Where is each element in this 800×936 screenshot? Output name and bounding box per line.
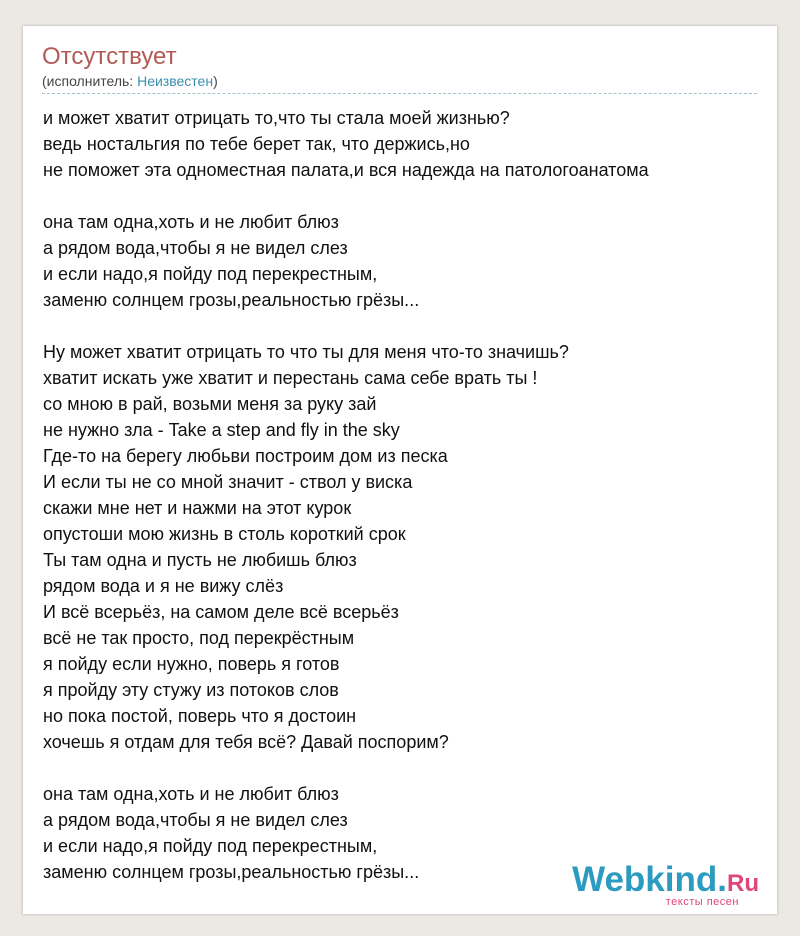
site-logo[interactable] <box>572 860 759 908</box>
lyrics-line: она там одна,хоть и не любит блюз <box>43 212 339 232</box>
artist-line <box>42 72 218 90</box>
lyrics-text <box>43 105 763 885</box>
lyrics-line: И всё всерьёз, на самом деле всё всерьёз <box>43 602 399 622</box>
logo-dot: . <box>717 860 727 899</box>
song-title: Отсутствует <box>42 43 177 70</box>
artist-suffix: ) <box>213 73 218 89</box>
lyrics-line: не поможет эта одноместная палата,и вся надежда на патологоанатома <box>43 160 649 180</box>
lyrics-line: со мною в рай, возьми меня за руку зай <box>43 394 377 414</box>
lyrics-line: и если надо,я пойду под перекрестным, <box>43 264 378 284</box>
logo-tagline: тексты песен <box>665 896 739 908</box>
artist-link[interactable]: Неизвестен <box>137 73 214 89</box>
logo-main-text: Webkind <box>572 860 718 899</box>
lyrics-line: и если надо,я пойду под перекрестным, <box>43 836 378 856</box>
lyrics-line: не нужно зла - Take a step and fly in the sky <box>43 420 400 440</box>
lyrics-line: хочешь я отдам для тебя всё? Давай поспорим? <box>43 732 449 752</box>
lyrics-line: я пройду эту стужу из потоков слов <box>43 680 339 700</box>
lyrics-line: и может хватит отрицать то,что ты стала моей жизнью? <box>43 108 510 128</box>
artist-prefix: (исполнитель: <box>42 73 138 89</box>
lyrics-line: а рядом вода,чтобы я не видел слез <box>43 810 348 830</box>
lyrics-line: скажи мне нет и нажми на этот курок <box>43 498 352 518</box>
lyrics-line: Ты там одна и пусть не любишь блюз <box>43 550 357 570</box>
lyrics-line: а рядом вода,чтобы я не видел слез <box>43 238 348 258</box>
lyrics-blank-line <box>43 183 763 209</box>
lyrics-line: Ну может хватит отрицать то что ты для меня что-то значишь? <box>43 342 569 362</box>
lyrics-line: Где-то на берегу любьви построим дом из песка <box>43 446 448 466</box>
lyrics-line: хватит искать уже хватит и перестань сама себе врать ты ! <box>43 368 538 388</box>
divider <box>42 93 757 94</box>
lyrics-line: заменю солнцем грозы,реальностью грёзы... <box>43 862 420 882</box>
lyrics-blank-line <box>43 755 763 781</box>
lyrics-line: И если ты не со мной значит - ствол у виска <box>43 472 413 492</box>
lyrics-line: опустоши мою жизнь в столь короткий срок <box>43 524 406 544</box>
lyrics-line: рядом вода и я не вижу слёз <box>43 576 284 596</box>
lyrics-line: всё не так просто, под перекрёстным <box>43 628 355 648</box>
lyrics-line: ведь ностальгия по тебе берет так, что держись,но <box>43 134 470 154</box>
lyrics-line: я пойду если нужно, поверь я готов <box>43 654 340 674</box>
lyrics-blank-line <box>43 313 763 339</box>
logo-tld: Ru <box>727 870 759 897</box>
lyrics-line: она там одна,хоть и не любит блюз <box>43 784 339 804</box>
lyrics-card <box>23 26 777 914</box>
lyrics-line: заменю солнцем грозы,реальностью грёзы... <box>43 290 420 310</box>
lyrics-line: но пока постой, поверь что я достоин <box>43 706 357 726</box>
